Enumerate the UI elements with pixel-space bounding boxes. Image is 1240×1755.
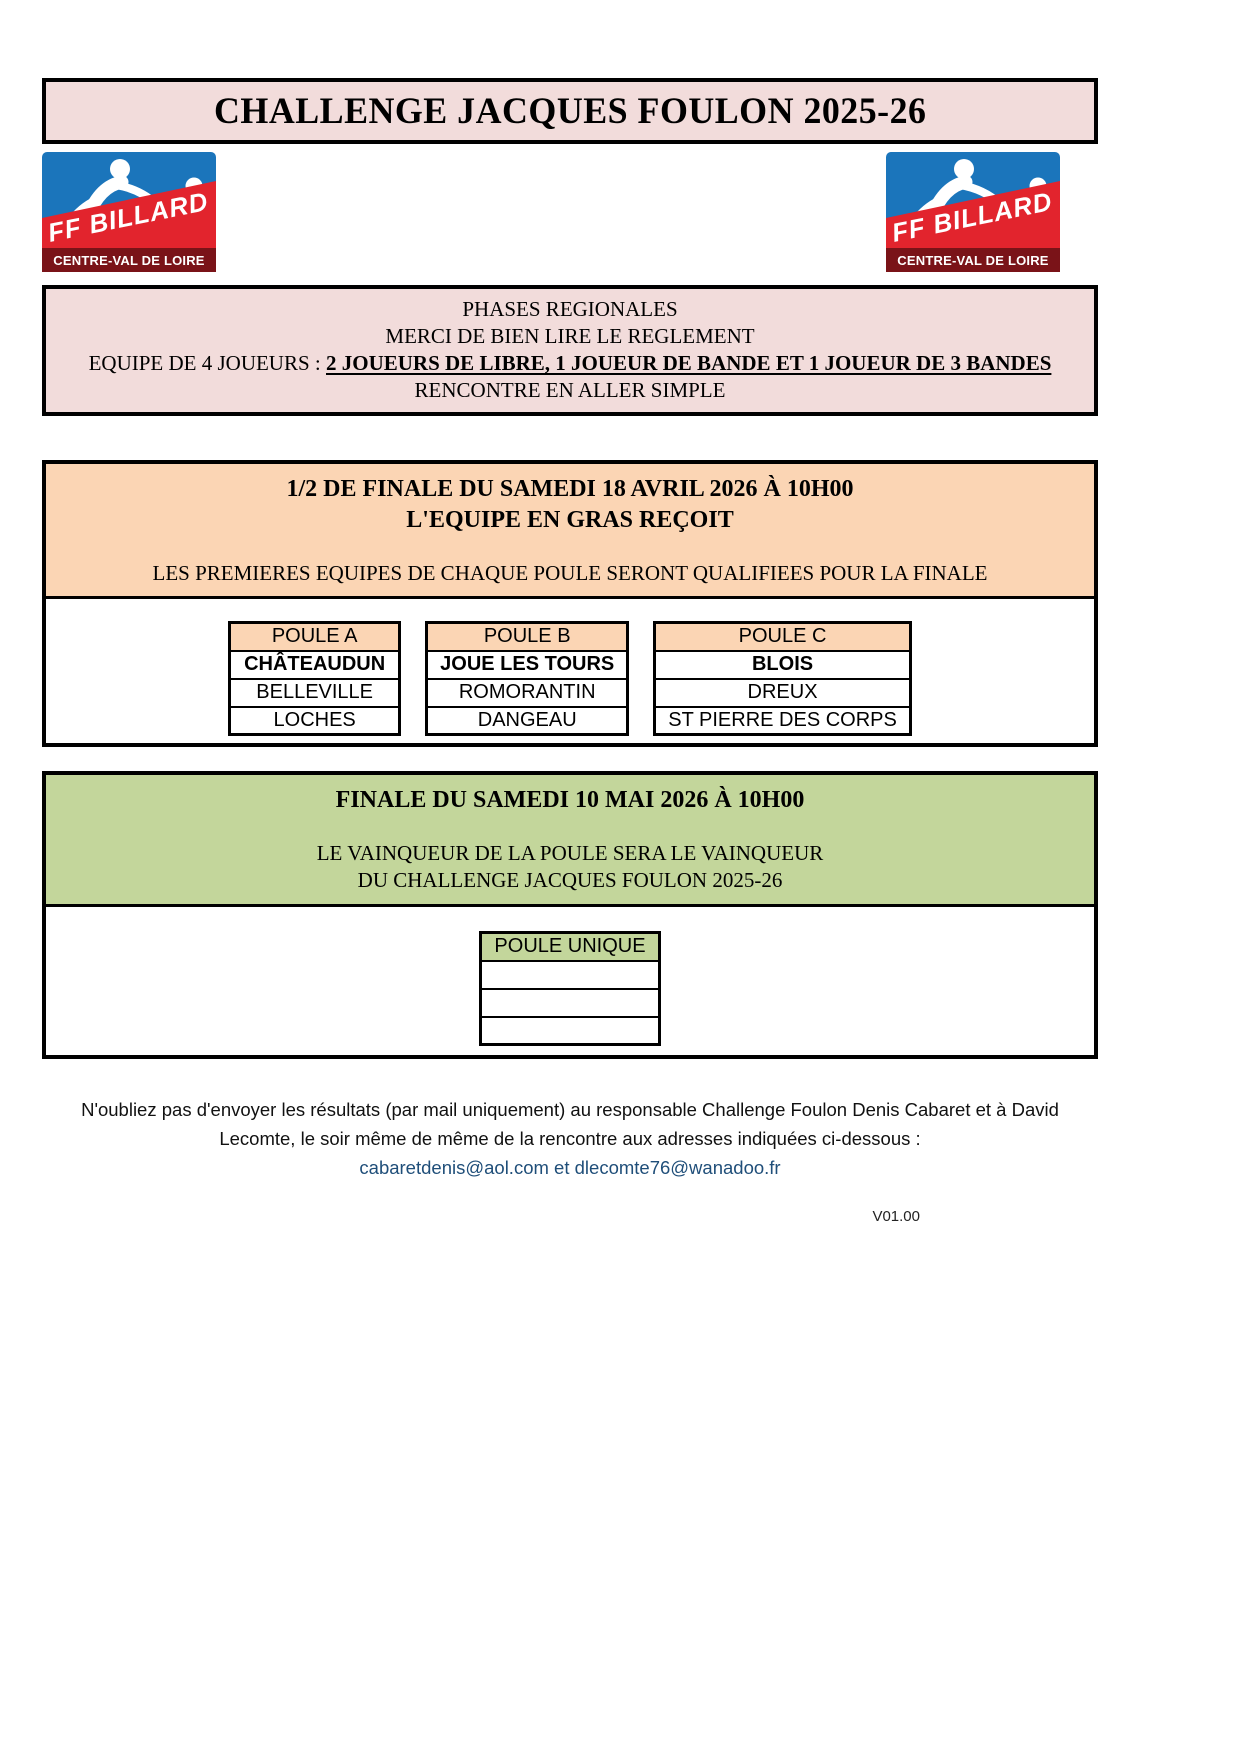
pool-unique-table xyxy=(479,931,660,1046)
pools-row xyxy=(46,599,1094,743)
page-title: CHALLENGE JACQUES FOULON 2025-26 xyxy=(213,90,927,132)
final-pool-row xyxy=(46,907,1094,1055)
spacer xyxy=(46,536,1094,560)
results-note xyxy=(42,1095,1098,1182)
logos-row xyxy=(42,152,1098,272)
pool-a-table xyxy=(228,621,401,736)
pool-b-team-2: ROMORANTIN xyxy=(427,679,628,707)
rules-box xyxy=(42,285,1098,416)
pool-a-team-2: BELLEVILLE xyxy=(230,679,400,707)
results-note-line1: N'oubliez pas d'envoyer les résultats (par mail uniquement) au responsable Challenge Foulon Denis Cabaret et à David xyxy=(81,1099,1059,1120)
email-separator: et xyxy=(548,1157,575,1178)
rules-line-3 xyxy=(46,350,1094,377)
email-line xyxy=(42,1153,1098,1182)
pool-b-header: POULE B xyxy=(427,623,628,651)
pool-unique-header: POULE UNIQUE xyxy=(481,933,659,961)
rules-line-1: PHASES REGIONALES xyxy=(462,297,678,321)
pool-c-team-2: DREUX xyxy=(655,679,911,707)
rules-line-4: RENCONTRE EN ALLER SIMPLE xyxy=(414,378,726,402)
pool-b-table xyxy=(425,621,629,736)
rules-line-3-prefix: EQUIPE DE 4 JOUEURS : xyxy=(88,351,326,375)
billiard-player-icon xyxy=(886,152,1060,248)
semifinal-title-line1: 1/2 DE FINALE DU SAMEDI 18 AVRIL 2026 À 10H00 xyxy=(286,476,854,502)
rules-line-2: MERCI DE BIEN LIRE LE REGLEMENT xyxy=(385,324,755,348)
ffb-logo-left xyxy=(42,152,216,272)
semifinal-section xyxy=(42,460,1098,747)
pool-c-table xyxy=(653,621,912,736)
version-label: V01.00 xyxy=(872,1208,920,1225)
ffb-logo-text: FF BILLARD xyxy=(45,185,212,248)
pool-a-team-3: LOCHES xyxy=(230,707,400,735)
semifinal-title-line2: L'EQUIPE EN GRAS REÇOIT xyxy=(406,507,734,533)
final-line2: LE VAINQUEUR DE LA POULE SERA LE VAINQUEUR xyxy=(316,841,824,865)
pool-a-header: POULE A xyxy=(230,623,400,651)
rules-line-3-composition: 2 JOUEURS DE LIBRE, 1 JOUEUR DE BANDE ET 1 JOUEUR DE 3 BANDES xyxy=(326,351,1052,375)
pool-unique-empty-row-3 xyxy=(481,1017,659,1045)
ffb-logo-text: FF BILLARD xyxy=(889,185,1056,248)
pool-unique-empty-row-2 xyxy=(481,989,659,1017)
pool-c-team-3: ST PIERRE DES CORPS xyxy=(655,707,911,735)
results-note-line2: Lecomte, le soir même de même de la rencontre aux adresses indiquées ci-dessous : xyxy=(219,1128,921,1149)
pool-c-header: POULE C xyxy=(655,623,911,651)
final-title: FINALE DU SAMEDI 10 MAI 2026 À 10H00 xyxy=(335,787,805,813)
title-box xyxy=(42,78,1098,144)
ffb-region-label: CENTRE-VAL DE LOIRE xyxy=(42,248,216,272)
email-link-cabaret[interactable]: cabaretdenis@aol.com xyxy=(359,1157,549,1178)
pool-c-team-1: BLOIS xyxy=(655,651,911,679)
semifinal-header xyxy=(46,464,1094,599)
pool-b-team-3: DANGEAU xyxy=(427,707,628,735)
billiard-player-icon xyxy=(42,152,216,248)
ffb-logo-right xyxy=(886,152,1060,272)
final-line3: DU CHALLENGE JACQUES FOULON 2025-26 xyxy=(357,868,783,892)
spacer xyxy=(46,816,1094,840)
pool-b-team-1: JOUE LES TOURS xyxy=(427,651,628,679)
email-link-lecomte[interactable]: dlecomte76@wanadoo.fr xyxy=(574,1157,781,1178)
semifinal-subtitle: LES PREMIERES EQUIPES DE CHAQUE POULE SERONT QUALIFIEES POUR LA FINALE xyxy=(152,561,988,585)
pool-unique-empty-row-1 xyxy=(481,961,659,989)
final-section xyxy=(42,771,1098,1059)
final-header xyxy=(46,775,1094,907)
ffb-region-label: CENTRE-VAL DE LOIRE xyxy=(886,248,1060,272)
pool-a-team-1: CHÂTEAUDUN xyxy=(230,651,400,679)
